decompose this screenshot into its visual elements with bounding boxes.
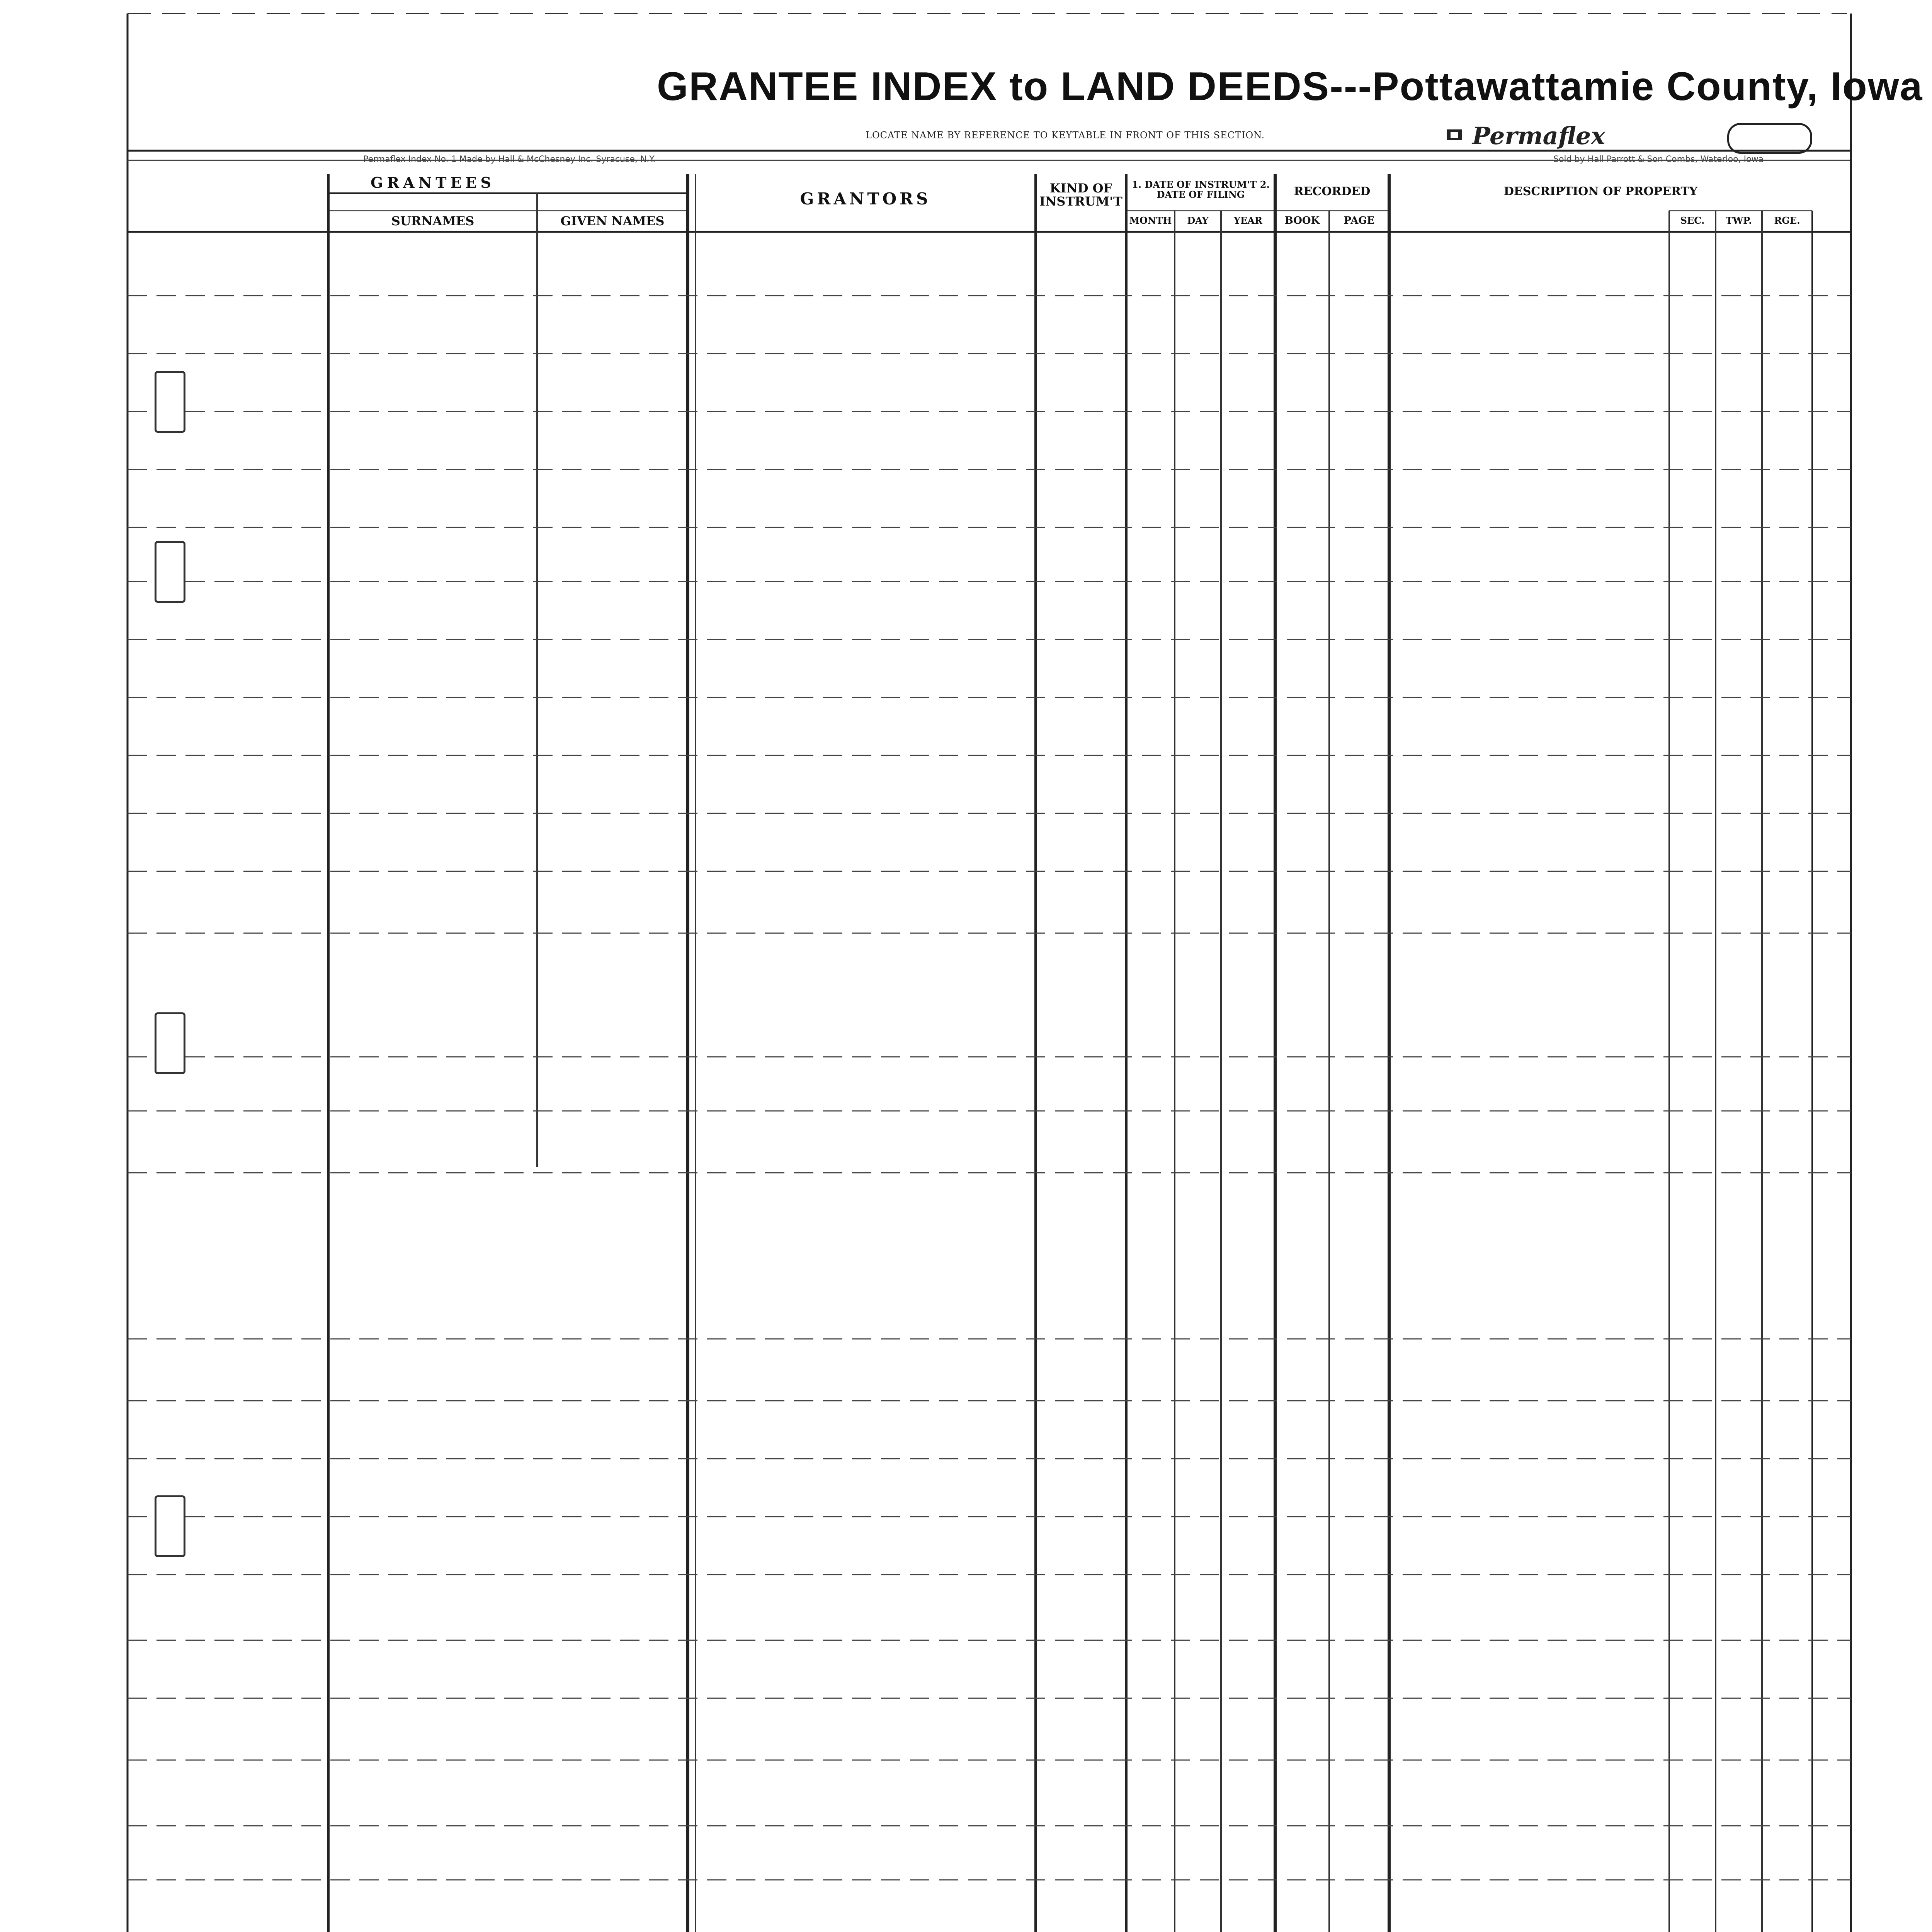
page-header: PAGE bbox=[1344, 215, 1375, 226]
twp-header: TWP. bbox=[1726, 215, 1752, 226]
binder-punch-hole bbox=[155, 371, 185, 433]
binder-punch-hole bbox=[155, 541, 185, 603]
given-names-header: GIVEN NAMES bbox=[560, 214, 665, 228]
left-publisher-note: Permaflex Index No. 1 Made by Hall & McChesney Inc. Syracuse, N.Y. bbox=[363, 155, 656, 164]
grantees-header: GRANTEES bbox=[371, 174, 495, 191]
binder-punch-hole bbox=[155, 1012, 185, 1074]
date-header: 1. DATE OF INSTRUM'T 2. DATE OF FILING bbox=[1132, 179, 1270, 200]
book-header: BOOK bbox=[1284, 215, 1320, 226]
day-header: DAY bbox=[1187, 215, 1209, 226]
index-tab-oval bbox=[1727, 123, 1812, 154]
brand-name: Permaflex bbox=[1472, 122, 1605, 150]
description-header: DESCRIPTION OF PROPERTY bbox=[1503, 185, 1698, 198]
permaflex-logo-icon bbox=[1445, 126, 1464, 144]
rge-header: RGE. bbox=[1774, 215, 1800, 226]
page-title: GRANTEE INDEX to LAND DEEDS---Pottawattamie County, Iowa bbox=[657, 64, 1923, 109]
recorded-header: RECORDED bbox=[1294, 185, 1371, 198]
surnames-header: SURNAMES bbox=[391, 214, 474, 228]
locate-note: LOCATE NAME BY REFERENCE TO KEYTABLE IN FRONT OF THIS SECTION. bbox=[866, 130, 1265, 141]
binder-punch-hole bbox=[155, 1495, 185, 1557]
right-publisher-note: Sold by Hall Parrott & Son Combs, Waterloo, Iowa bbox=[1553, 155, 1764, 164]
grantors-header: GRANTORS bbox=[800, 189, 931, 208]
sec-header: SEC. bbox=[1680, 215, 1705, 226]
kind-header: KIND OF INSTRUM'T bbox=[1039, 181, 1122, 209]
month-header: MONTH bbox=[1129, 215, 1172, 226]
year-header: YEAR bbox=[1234, 215, 1262, 226]
